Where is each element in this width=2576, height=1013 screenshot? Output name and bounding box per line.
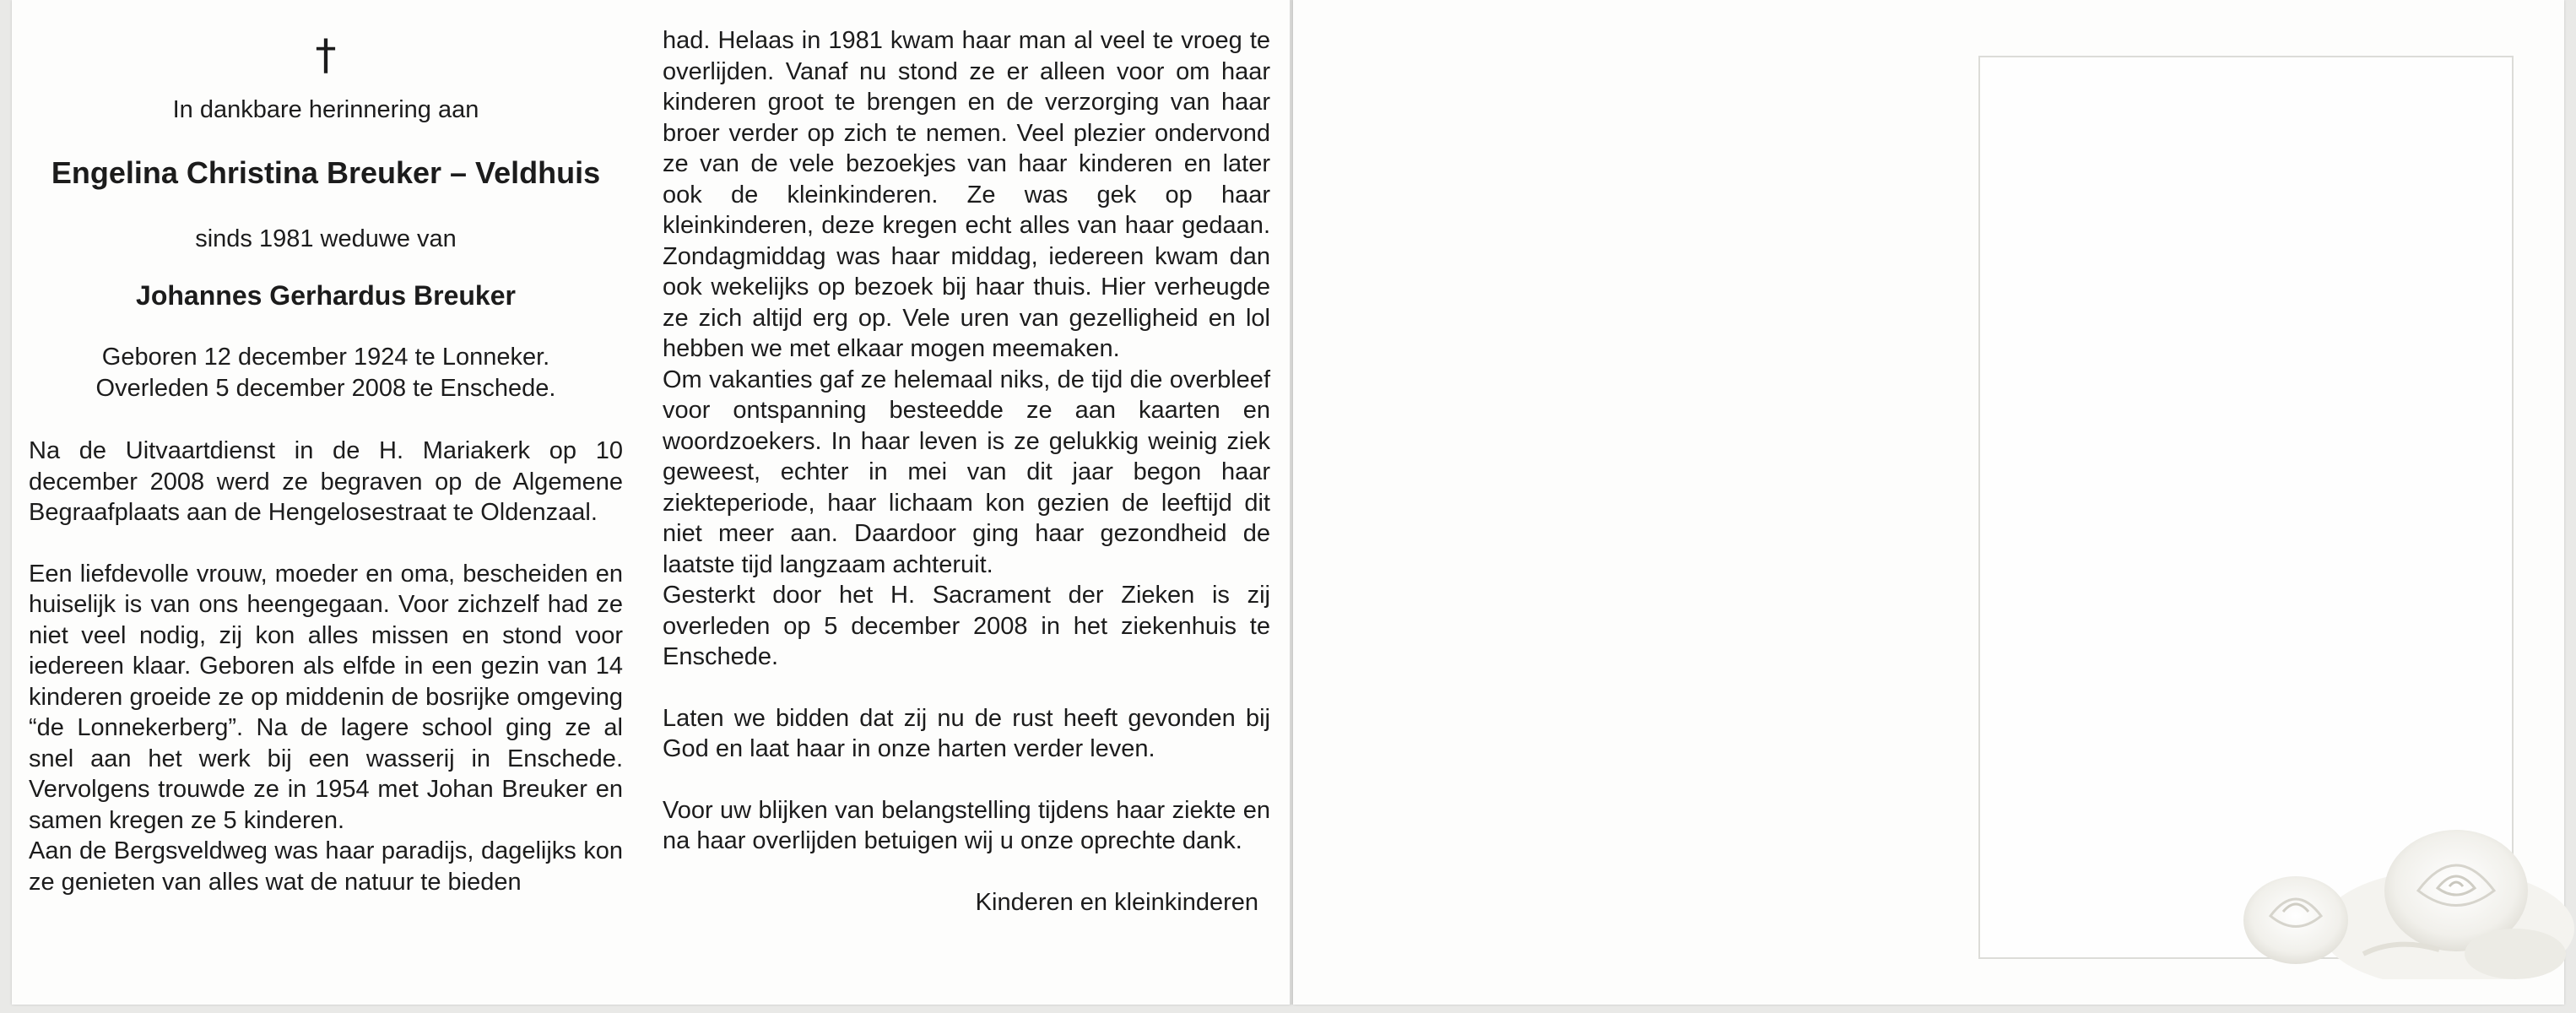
- intro-line: In dankbare herinnering aan: [172, 96, 479, 123]
- funeral-paragraph: Na de Uitvaartdienst in de H. Mariakerk op 10 december 2008 werd ze begraven op de Algemene Begraafplaats aan de Hengelosestraat te Oldenzaal.: [29, 437, 623, 526]
- prayer-paragraph: Laten we bidden dat zij nu de rust heeft gevonden bij God en laat haar in onze harten verder leven.: [663, 704, 1270, 762]
- white-roses-image: [2237, 810, 2574, 979]
- bio-paragraph-4: Gesterkt door het H. Sacrament der Zieken is zij overleden op 5 december 2008 in het ziekenhuis te Enschede.: [663, 582, 1270, 670]
- signature-line: Kinderen en kleinkinderen: [975, 888, 1258, 916]
- deceased-name: Engelina Christina Breuker – Veldhuis: [51, 154, 601, 190]
- bio-paragraph-3: Om vakanties gaf ze helemaal niks, de tijd die overbleef voor ontspanning besteedde ze aan kaarten en woordzoekers. In haar leven is ze gelukkig weinig ziek geweest, echter in mei van dit jaar begon haar ziekteperiode, haar lichaam kon gezien de leeftijd dit niet meer aan. Daardoor ging haar gezondheid de laatste tijd langzaam achteruit.: [663, 366, 1270, 578]
- born-line: Geboren 12 december 1924 te Lonneker.: [101, 344, 550, 371]
- left-column: [29, 30, 623, 897]
- cross-icon: †: [315, 30, 337, 79]
- dates-block: [29, 342, 623, 404]
- bio-paragraph-1: Een liefdevolle vrouw, moeder en oma, bescheiden en huiselijk is van ons heengegaan. Voor zichzelf had ze niet veel nodig, zij kon alles missen en stond voor iedereen klaar. Geboren als elfde in een gezin van 14 kinderen groeide ze op middenin de bosrijke omgeving “de Lonnekerberg”. Na de lagere school ging ze al snel aan het werk bij een wasserij in Enschede. Vervolgens trouwde ze in 1954 met Johan Breuker en samen kregen ze 5 kinderen.: [29, 560, 623, 834]
- died-line: Overleden 5 december 2008 te Enschede.: [95, 374, 556, 402]
- thanks-paragraph: Voor uw blijken van belangstelling tijdens haar ziekte en na haar overlijden betuigen wij u onze oprechte dank.: [663, 796, 1270, 854]
- bio-paragraph-2-start: Aan de Bergsveldweg was haar paradijs, dagelijks kon ze genieten van alles wat de natuur te bieden: [29, 837, 623, 896]
- widow-line: sinds 1981 weduwe van: [195, 225, 457, 252]
- middle-column: [663, 25, 1270, 918]
- bio-paragraph-2-end: had. Helaas in 1981 kwam haar man al veel te vroeg te overlijden. Vanaf nu stond ze er alleen voor om haar kinderen groot te brengen en de verzorging van haar broer verder op zich te nemen. Veel plezier ondervond ze van de vele bezoekjes van haar kinderen en later ook de kleinkinderen. Ze was gek op haar kleinkinderen, deze kregen echt alles van haar gedaan. Zondagmiddag was haar middag, iedereen kwam dan ook wekelijks op bezoek bij haar thuis. Hier verheugde ze zich altijd erg op. Vele uren van gezelligheid en lol hebben we met elkaar mogen meemaken.: [663, 27, 1270, 362]
- husband-name: Johannes Gerhardus Breuker: [136, 280, 516, 311]
